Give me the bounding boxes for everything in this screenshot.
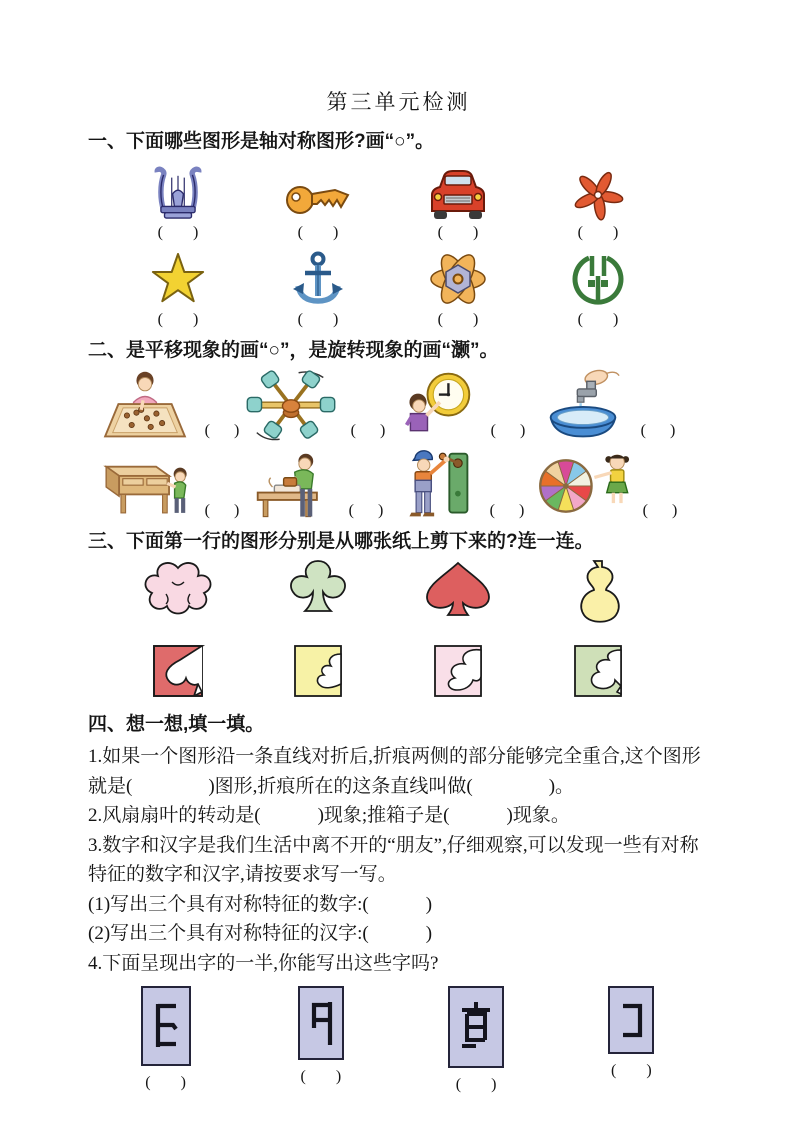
girl-spinning-prize-wheel-icon — [533, 448, 633, 524]
key-icon — [285, 165, 351, 221]
answer-parentheses[interactable]: ( ) — [577, 224, 619, 241]
half-char-item-3 — [448, 986, 504, 1098]
answer-parentheses[interactable]: ( ) — [642, 502, 678, 519]
atom-flower-icon — [428, 246, 488, 308]
bank-emblem-icon — [569, 246, 627, 308]
s2-item-prize-wheel — [533, 448, 678, 524]
s1-item-bank-emblem — [569, 246, 627, 333]
green-club-shape[interactable] — [285, 559, 351, 623]
s2-item-board-game — [95, 368, 240, 444]
half-character-zhi-icon — [448, 986, 504, 1068]
s1-item-anchor — [291, 246, 345, 333]
answer-parentheses[interactable]: ( ) — [145, 1074, 186, 1091]
yellow-paper-with-cutout[interactable] — [291, 639, 345, 703]
section2-heading: 二、是平移现象的画“○”，是旋转现象的画“灏”。 — [88, 340, 499, 361]
question-3: 3.数字和汉字是我们生活中离不开的“朋友”,仔细观察,可以发现一些有对称特征的数字和汉字,请按要求写一写。 — [88, 834, 699, 885]
section3-grid — [108, 559, 709, 703]
question-4: 4.下面呈现出字的一半,你能写出这些字吗? — [88, 952, 439, 974]
half-char-item-4 — [608, 986, 654, 1098]
answer-parentheses[interactable]: ( ) — [157, 311, 199, 328]
star-icon — [149, 246, 207, 308]
child-setting-wall-clock-icon — [393, 368, 481, 444]
answer-parentheses[interactable]: ( ) — [640, 422, 676, 439]
answer-parentheses[interactable]: ( ) — [157, 224, 199, 241]
s2-item-planing-wood — [243, 448, 384, 524]
green-paper-with-cutout[interactable] — [571, 639, 625, 703]
answer-parentheses[interactable]: ( ) — [489, 502, 525, 519]
half-character-grid — [88, 986, 709, 1098]
s1-item-atom — [428, 246, 488, 333]
answer-parentheses[interactable]: ( ) — [437, 224, 479, 241]
question-3-sub2: (2)写出三个具有对称特征的汉字:( ) — [88, 923, 433, 944]
red-spade-shape[interactable] — [423, 559, 493, 623]
answer-parentheses[interactable]: ( ) — [300, 1068, 342, 1085]
section3-heading: 三、下面第一行的图形分别是从哪张纸上剪下来的?连一连。 — [88, 531, 594, 552]
hand-turning-faucet-icon — [535, 368, 631, 444]
answer-parentheses[interactable]: ( ) — [490, 422, 526, 439]
worker-turning-crank-icon — [394, 448, 480, 524]
s2-item-turning-faucet — [535, 368, 676, 444]
half-char-item-1 — [141, 986, 191, 1098]
pink-paper-with-cutout[interactable] — [431, 639, 485, 703]
s1-item-lyre — [151, 159, 205, 246]
section4-heading: 四、想一想,填一填。 — [88, 714, 265, 735]
s1-item-key — [285, 159, 351, 246]
answer-parentheses[interactable]: ( ) — [350, 422, 386, 439]
s1-item-car — [426, 159, 490, 246]
s2-item-pushing-drawer — [95, 448, 240, 524]
child-pushing-drawer-icon — [95, 448, 195, 524]
s2-item-rotating-toy — [241, 368, 386, 444]
half-character-E-icon — [141, 986, 191, 1066]
answer-parentheses[interactable]: ( ) — [437, 311, 479, 328]
answer-parentheses[interactable]: ( ) — [204, 422, 240, 439]
half-char-item-2 — [298, 986, 344, 1098]
answer-parentheses[interactable]: ( ) — [577, 311, 619, 328]
s1-item-star — [149, 246, 207, 333]
answer-parentheses[interactable]: ( ) — [204, 502, 240, 519]
question-1: 1.如果一个图形沿一条直线对折后,折痕两侧的部分能够完全重合,这个图形就是( )图形,折痕所在的这条直线叫做( )。 — [88, 746, 701, 797]
section2-grid-row1 — [94, 368, 709, 444]
section2-grid-row2 — [94, 448, 709, 524]
half-character-ko-icon — [608, 986, 654, 1054]
man-planing-wood-icon — [243, 448, 339, 524]
pink-clover-shape[interactable] — [142, 559, 214, 623]
answer-parentheses[interactable]: ( ) — [348, 502, 384, 519]
anchor-icon — [291, 246, 345, 308]
s2-item-turning-crank — [394, 448, 525, 524]
child-playing-board-game-icon — [95, 368, 195, 444]
page-title: 第三单元检测 — [326, 90, 471, 114]
s2-item-setting-clock — [393, 368, 526, 444]
answer-parentheses[interactable]: ( ) — [297, 311, 339, 328]
red-paper-with-cutout[interactable] — [150, 639, 206, 703]
s1-item-pinwheel — [572, 159, 624, 246]
question-3-sub1: (1)写出三个具有对称特征的数字:( ) — [88, 893, 433, 915]
half-character-mirrored-moon-icon — [298, 986, 344, 1060]
section1-heading: 一、下面哪些图形是轴对称图形?画“○”。 — [88, 131, 435, 152]
question-2: 2.风扇扇叶的转动是( )现象;推箱子是( )现象。 — [88, 805, 570, 826]
car-icon — [426, 159, 490, 221]
yellow-gourd-shape[interactable] — [572, 559, 624, 623]
rotating-playground-toy-icon — [241, 368, 341, 444]
answer-parentheses[interactable]: ( ) — [455, 1076, 497, 1093]
answer-parentheses[interactable]: ( ) — [297, 224, 339, 241]
pinwheel-icon — [572, 163, 624, 221]
section1-grid — [108, 159, 709, 333]
answer-parentheses[interactable]: ( ) — [611, 1062, 652, 1079]
lyre-icon — [151, 159, 205, 221]
